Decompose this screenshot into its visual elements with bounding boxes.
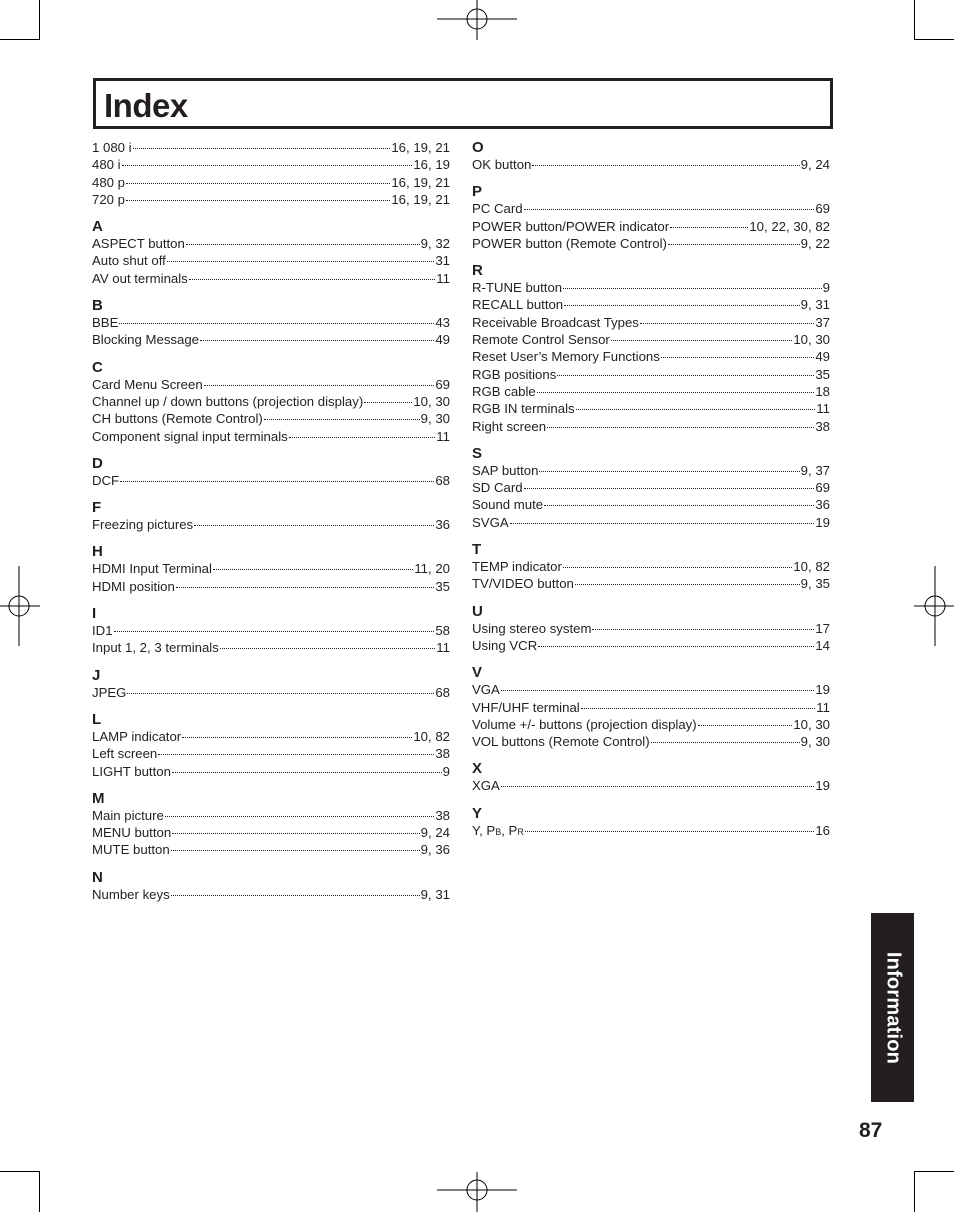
index-pages: 37 xyxy=(815,314,830,330)
section-tab xyxy=(871,913,914,1102)
index-term: VOL buttons (Remote Control) xyxy=(472,734,650,750)
index-entry xyxy=(92,763,450,780)
index-pages: 43 xyxy=(435,315,450,331)
index-pages: 69 xyxy=(815,201,830,217)
index-pages: 9, 35 xyxy=(800,576,830,592)
index-pages: 10, 30 xyxy=(413,393,450,409)
index-pages: 10, 82 xyxy=(793,559,830,575)
index-pages: 16 xyxy=(815,822,830,838)
index-term: RECALL button xyxy=(472,297,564,313)
index-entry xyxy=(92,745,450,762)
index-entry xyxy=(92,428,450,445)
section-letter: M xyxy=(92,789,105,807)
dot-leader xyxy=(547,427,814,428)
index-entry xyxy=(92,807,450,824)
dot-leader xyxy=(651,742,800,743)
index-term: Main picture xyxy=(92,807,164,823)
dot-leader xyxy=(127,693,434,694)
index-pages: 9 xyxy=(442,763,450,779)
index-right-column xyxy=(472,139,830,839)
dot-leader xyxy=(564,305,800,306)
index-term: LAMP indicator xyxy=(92,728,182,744)
section-letter: O xyxy=(472,139,484,156)
crop-mark xyxy=(39,0,40,40)
dot-leader xyxy=(510,523,815,524)
dot-leader xyxy=(126,183,390,184)
index-entry xyxy=(92,841,450,858)
dot-leader xyxy=(171,850,420,851)
index-term: HDMI Input Terminal xyxy=(92,561,212,577)
dot-leader xyxy=(167,261,435,262)
index-entry xyxy=(472,496,830,513)
index-term: Right screen xyxy=(472,418,547,434)
index-term: BBE xyxy=(92,315,119,331)
dot-leader xyxy=(220,648,435,649)
index-pages: 9, 31 xyxy=(800,297,830,313)
index-term: MUTE button xyxy=(92,842,170,858)
index-term: Sound mute xyxy=(472,497,544,513)
dot-leader xyxy=(213,569,413,570)
dot-leader xyxy=(289,437,436,438)
index-term-part: , P xyxy=(501,822,518,838)
index-term: JPEG xyxy=(92,684,127,700)
index-term: 1 080 i xyxy=(92,140,132,155)
dot-leader xyxy=(133,148,391,149)
index-term: RGB positions xyxy=(472,366,557,382)
index-entry xyxy=(472,296,830,313)
index-entry xyxy=(92,472,450,489)
index-term: HDMI position xyxy=(92,578,175,594)
index-entry xyxy=(92,622,450,639)
page-title: Index xyxy=(104,87,188,124)
index-entry xyxy=(472,200,830,217)
index-pages: 35 xyxy=(435,578,450,594)
index-pages: 16, 19 xyxy=(413,157,450,173)
index-entry xyxy=(92,270,450,287)
dot-leader xyxy=(537,392,815,393)
index-pages: 10, 22, 30, 82 xyxy=(749,218,830,234)
index-entry xyxy=(92,684,450,701)
index-term: RGB cable xyxy=(472,383,536,399)
index-entry xyxy=(472,279,830,296)
index-term: XGA xyxy=(472,778,500,794)
index-entry xyxy=(472,514,830,531)
section-letter: Y xyxy=(472,804,483,822)
index-term: DCF xyxy=(92,472,120,488)
dot-leader xyxy=(501,690,814,691)
index-term: Auto shut off xyxy=(92,253,166,269)
dot-leader xyxy=(611,340,793,341)
section-letter: I xyxy=(92,605,97,623)
index-pages: 35 xyxy=(815,366,830,382)
dot-leader xyxy=(592,629,814,630)
index-pages: 18 xyxy=(815,383,830,399)
index-term: 480 p xyxy=(92,174,126,190)
index-pages: 9, 24 xyxy=(800,157,830,172)
dot-leader xyxy=(194,525,434,526)
index-pages: 9, 32 xyxy=(420,236,450,252)
index-pages: 31 xyxy=(435,253,450,269)
index-pages: 36 xyxy=(815,497,830,513)
index-entry xyxy=(472,366,830,383)
index-pages: 9 xyxy=(822,280,830,296)
index-entry xyxy=(472,156,830,173)
index-term: Receivable Broadcast Types xyxy=(472,314,639,330)
crop-mark xyxy=(0,1171,40,1172)
dot-leader xyxy=(524,209,815,210)
index-entry xyxy=(92,376,450,393)
index-entry xyxy=(472,235,830,252)
dot-leader xyxy=(182,737,412,738)
index-pages: 38 xyxy=(815,418,830,434)
index-term: Number keys xyxy=(92,886,170,902)
index-pages: 16, 19, 21 xyxy=(391,174,450,190)
index-pages: 11, 20 xyxy=(414,561,450,577)
index-entry xyxy=(472,558,830,575)
dot-leader xyxy=(189,279,436,280)
section-letter: P xyxy=(472,183,483,201)
crop-mark xyxy=(39,1172,40,1212)
index-term: ASPECT button xyxy=(92,236,185,252)
index-entry xyxy=(472,218,830,235)
index-pages: 9, 30 xyxy=(420,411,450,427)
dot-leader xyxy=(364,402,412,403)
index-term: ID1 xyxy=(92,623,113,639)
dot-leader xyxy=(114,631,435,632)
index-pages: 68 xyxy=(435,472,450,488)
index-term: AV out terminals xyxy=(92,270,188,286)
section-letter: V xyxy=(472,664,483,682)
section-letter: B xyxy=(92,297,103,315)
index-term: Card Menu Screen xyxy=(92,376,203,392)
dot-leader xyxy=(186,244,420,245)
index-term: Component signal input terminals xyxy=(92,428,288,444)
crop-mark xyxy=(914,1171,954,1172)
dot-leader xyxy=(264,419,420,420)
dot-leader xyxy=(120,481,434,482)
index-pages: 38 xyxy=(435,746,450,762)
registration-mark-right xyxy=(914,566,954,646)
dot-leader xyxy=(122,165,413,166)
dot-leader xyxy=(176,587,435,588)
index-term: CH buttons (Remote Control) xyxy=(92,411,263,427)
dot-leader xyxy=(501,786,814,787)
index-pages: 9, 37 xyxy=(800,462,830,478)
index-term: TEMP indicator xyxy=(472,559,562,575)
index-pages: 58 xyxy=(435,623,450,639)
dot-leader xyxy=(670,227,748,228)
section-tab-label: Information xyxy=(882,951,904,1064)
section-letter: H xyxy=(92,543,103,561)
index-term xyxy=(472,822,524,841)
dot-leader xyxy=(524,488,815,489)
crop-mark xyxy=(0,39,40,40)
index-entry xyxy=(472,331,830,348)
dot-leader xyxy=(668,244,800,245)
index-term: POWER button (Remote Control) xyxy=(472,235,667,251)
index-term: SVGA xyxy=(472,514,509,530)
index-pages: 19 xyxy=(815,682,830,698)
index-pages: 68 xyxy=(435,684,450,700)
index-term: SD Card xyxy=(472,480,523,496)
index-entry xyxy=(472,637,830,654)
index-term: Reset User’s Memory Functions xyxy=(472,349,660,365)
index-pages: 19 xyxy=(815,778,830,794)
index-term: Channel up / down buttons (projection display) xyxy=(92,393,364,409)
index-entry xyxy=(472,575,830,592)
index-entry xyxy=(472,462,830,479)
index-entry xyxy=(92,174,450,191)
dot-leader xyxy=(172,772,442,773)
index-pages: 11 xyxy=(436,640,450,656)
crop-mark xyxy=(914,39,954,40)
section-letter: F xyxy=(92,499,102,517)
index-pages: 36 xyxy=(435,517,450,533)
index-entry xyxy=(472,348,830,365)
index-entry xyxy=(472,699,830,716)
index-pages: 16, 19, 21 xyxy=(391,191,450,207)
index-entry xyxy=(92,252,450,269)
index-term-part: Y, P xyxy=(472,822,496,838)
index-entry xyxy=(472,716,830,733)
index-entry xyxy=(472,620,830,637)
dot-leader xyxy=(563,567,792,568)
index-entry xyxy=(472,733,830,750)
index-term: Input 1, 2, 3 terminals xyxy=(92,640,219,656)
index-term-subscript: R xyxy=(517,826,524,837)
index-entry xyxy=(92,410,450,427)
dot-leader xyxy=(576,409,816,410)
section-letter: L xyxy=(92,710,102,728)
index-term: VHF/UHF terminal xyxy=(472,699,580,715)
section-letter: U xyxy=(472,602,483,620)
index-entry xyxy=(472,681,830,698)
index-entry xyxy=(92,235,450,252)
dot-leader xyxy=(581,708,816,709)
dot-leader xyxy=(158,754,434,755)
index-entry xyxy=(92,886,450,903)
index-term: PC Card xyxy=(472,201,523,217)
section-letter: A xyxy=(92,218,103,236)
index-pages: 9, 31 xyxy=(420,886,450,902)
index-entry xyxy=(472,777,830,794)
index-term: Remote Control Sensor xyxy=(472,332,610,348)
index-term: MENU button xyxy=(92,825,172,841)
section-letter: X xyxy=(472,760,483,778)
dot-leader xyxy=(119,323,434,324)
dot-leader xyxy=(171,895,420,896)
index-pages: 16, 19, 21 xyxy=(391,140,450,155)
index-pages: 49 xyxy=(435,332,450,348)
index-pages: 9, 36 xyxy=(420,842,450,858)
crop-mark xyxy=(914,0,915,40)
registration-mark-bottom xyxy=(437,1172,517,1212)
registration-mark-top xyxy=(437,0,517,40)
index-term: VGA xyxy=(472,682,500,698)
dot-leader xyxy=(126,200,390,201)
registration-mark-left xyxy=(0,566,40,646)
index-pages: 9, 22 xyxy=(800,235,830,251)
index-term: SAP button xyxy=(472,462,539,478)
index-entry xyxy=(92,578,450,595)
dot-leader xyxy=(575,584,800,585)
section-letter: C xyxy=(92,358,103,376)
dot-leader xyxy=(544,505,814,506)
index-term: 480 i xyxy=(92,157,121,173)
title-box xyxy=(93,78,833,129)
index-entry xyxy=(472,383,830,400)
dot-leader xyxy=(557,375,814,376)
index-entry xyxy=(92,728,450,745)
index-term: LIGHT button xyxy=(92,763,171,779)
index-pages: 11 xyxy=(436,428,450,444)
index-term: RGB IN terminals xyxy=(472,401,575,417)
dot-leader xyxy=(172,833,419,834)
dot-leader xyxy=(204,385,435,386)
index-entry xyxy=(472,479,830,496)
index-entry xyxy=(472,418,830,435)
index-pages: 19 xyxy=(815,514,830,530)
dot-leader xyxy=(563,288,822,289)
index-pages: 10, 30 xyxy=(793,332,830,348)
dot-leader xyxy=(640,323,814,324)
index-left-column xyxy=(92,139,450,903)
index-term: TV/VIDEO button xyxy=(472,576,574,592)
index-entry xyxy=(92,139,450,156)
index-entry xyxy=(472,314,830,331)
section-letter: N xyxy=(92,868,103,886)
index-entry xyxy=(92,156,450,173)
index-pages: 11 xyxy=(816,699,830,715)
index-pages: 14 xyxy=(815,637,830,653)
index-entry xyxy=(92,331,450,348)
index-term: Blocking Message xyxy=(92,332,200,348)
index-pages: 10, 30 xyxy=(793,716,830,732)
section-letter: S xyxy=(472,444,483,462)
index-pages: 38 xyxy=(435,807,450,823)
crop-mark xyxy=(914,1172,915,1212)
index-term: 720 p xyxy=(92,191,126,207)
dot-leader xyxy=(661,357,814,358)
index-entry xyxy=(92,314,450,331)
dot-leader xyxy=(165,816,434,817)
dot-leader xyxy=(532,165,799,166)
index-pages: 9, 24 xyxy=(420,825,450,841)
index-term: Volume +/- buttons (projection display) xyxy=(472,716,697,732)
index-term: R-TUNE button xyxy=(472,280,563,296)
index-term-subscript: B xyxy=(495,826,502,837)
index-term: Left screen xyxy=(92,746,158,762)
index-entry xyxy=(472,400,830,417)
dot-leader xyxy=(698,725,793,726)
index-entry xyxy=(92,639,450,656)
index-entry xyxy=(472,822,830,839)
index-term: Using stereo system xyxy=(472,620,592,636)
index-entry xyxy=(92,560,450,577)
section-letter: T xyxy=(472,541,482,559)
dot-leader xyxy=(539,471,799,472)
index-term: Freezing pictures xyxy=(92,517,194,533)
index-pages: 17 xyxy=(815,620,830,636)
section-letter: J xyxy=(92,666,101,684)
index-pages: 11 xyxy=(816,401,830,417)
section-letter: D xyxy=(92,454,103,472)
index-term: POWER button/POWER indicator xyxy=(472,218,670,234)
index-entry xyxy=(92,191,450,208)
index-entry xyxy=(92,516,450,533)
index-pages: 11 xyxy=(436,270,450,286)
index-entry xyxy=(92,824,450,841)
dot-leader xyxy=(525,831,814,832)
section-letter: R xyxy=(472,262,483,280)
index-pages: 69 xyxy=(815,480,830,496)
dot-leader xyxy=(538,646,814,647)
index-term: OK button xyxy=(472,157,532,172)
index-pages: 9, 30 xyxy=(800,734,830,750)
index-pages: 49 xyxy=(815,349,830,365)
index-pages: 69 xyxy=(435,376,450,392)
page-number: 87 xyxy=(859,1119,883,1142)
index-term: Using VCR xyxy=(472,637,538,653)
index-pages: 10, 82 xyxy=(413,728,450,744)
dot-leader xyxy=(200,340,434,341)
index-entry xyxy=(92,393,450,410)
